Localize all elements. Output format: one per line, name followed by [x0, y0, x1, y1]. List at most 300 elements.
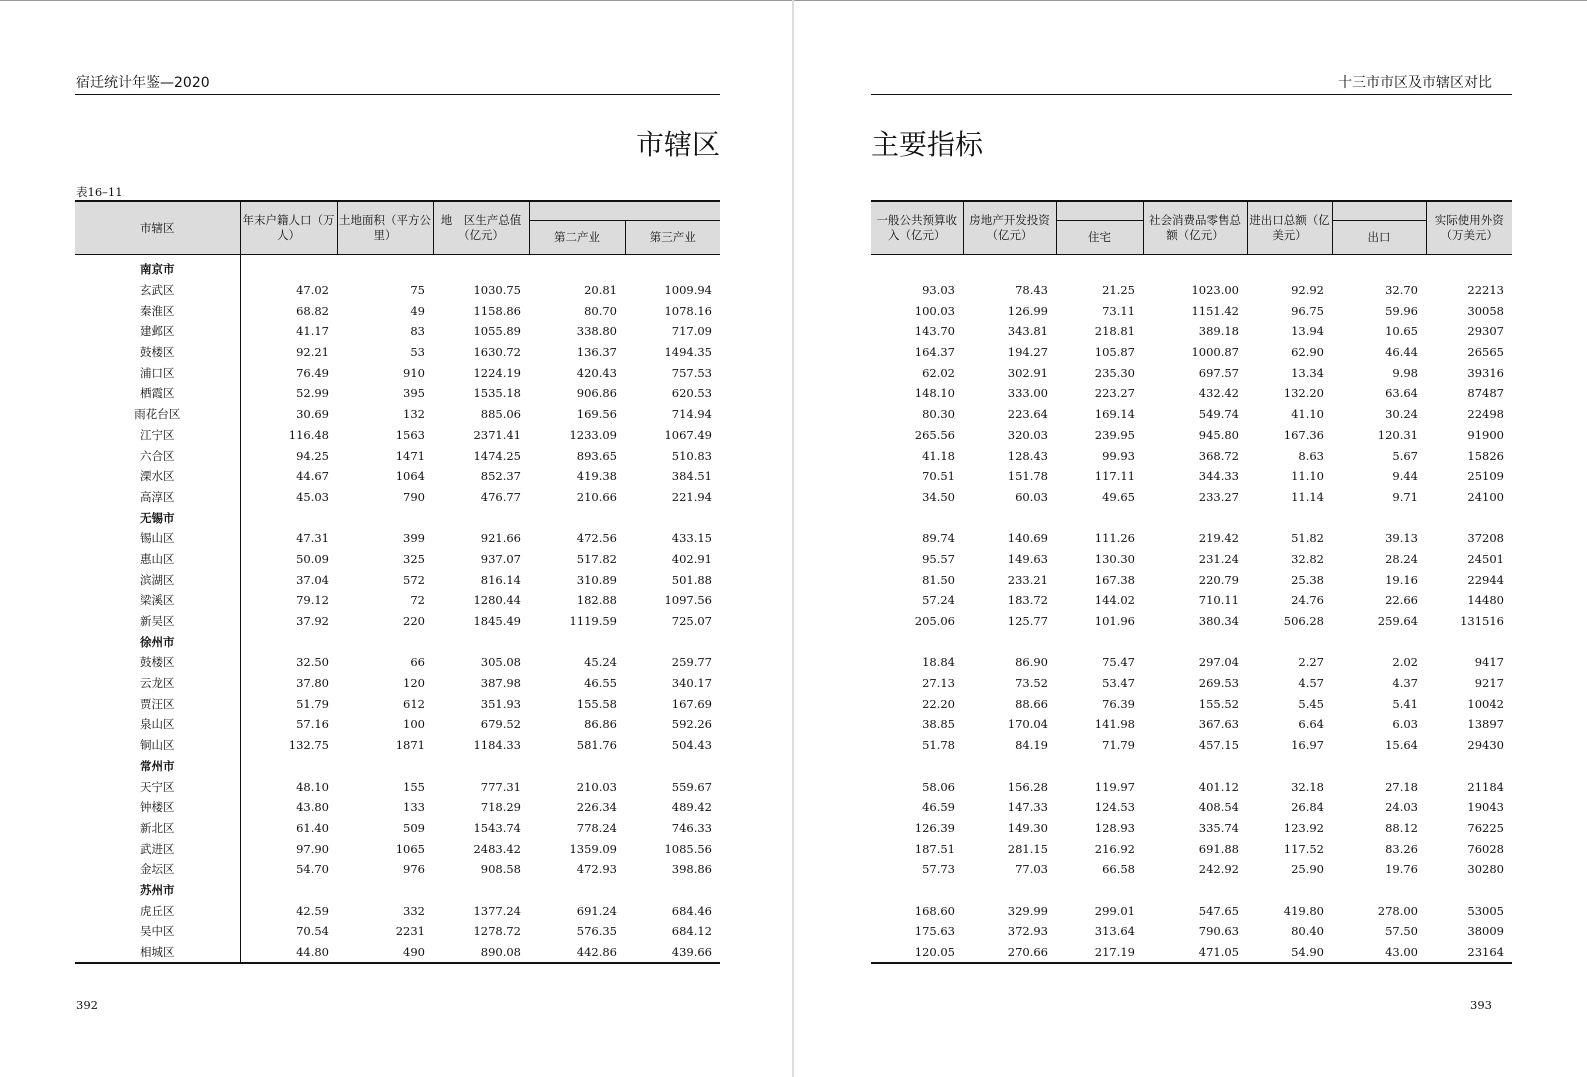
table-cell: 1359.09 [569, 841, 617, 856]
table-cell: 790 [403, 489, 425, 504]
table-cell: 70.54 [296, 924, 329, 939]
table-cell [1143, 255, 1247, 280]
table-cell: 340.17 [671, 676, 712, 691]
table-cell: 167.38 [1094, 572, 1135, 587]
table-cell: 23164 [1426, 942, 1512, 964]
table-cell: 25.38 [1291, 572, 1324, 587]
table-cell: 223.64 [1007, 407, 1048, 422]
city-name: 南京市 [75, 255, 240, 280]
table-cell [1332, 507, 1426, 528]
table-cell: 41.18 [922, 448, 955, 463]
table-cell: 149.30 [1007, 820, 1048, 835]
table-number: 表16–11 [76, 185, 123, 199]
table-cell: 51.82 [1291, 531, 1324, 546]
table-row [871, 921, 1512, 942]
table-cell: 1377.24 [473, 903, 521, 918]
table-cell: 439.66 [625, 942, 720, 964]
table-cell: 136.37 [576, 345, 617, 360]
table-cell: 351.93 [480, 696, 521, 711]
right-table [871, 200, 1512, 964]
table-cell [240, 255, 337, 280]
table-cell: 76.39 [1102, 696, 1135, 711]
table-cell: 132.20 [1283, 386, 1324, 401]
table-cell: 489.42 [671, 800, 712, 815]
table-cell: 133 [403, 800, 425, 815]
table-cell: 42.59 [296, 903, 329, 918]
table-cell: 15826 [1467, 448, 1504, 463]
table-cell: 344.33 [1198, 469, 1239, 484]
table-cell: 313.64 [1094, 924, 1135, 939]
table-cell: 9.44 [1392, 469, 1418, 484]
table-cell: 77.03 [1015, 862, 1048, 877]
district-name: 雨花台区 [75, 404, 240, 425]
table-cell: 9.71 [1392, 489, 1418, 504]
table-cell: 92.92 [1291, 283, 1324, 298]
table-cell: 1471 [395, 448, 425, 463]
table-cell [871, 507, 963, 528]
table-cell: 128.43 [1007, 448, 1048, 463]
table-cell: 50.09 [296, 551, 329, 566]
district-name: 泉山区 [75, 714, 240, 735]
table-cell: 691.88 [1198, 841, 1239, 856]
table-cell: 281.15 [1007, 841, 1048, 856]
table-cell: 120 [403, 676, 425, 691]
table-cell: 1224.19 [473, 365, 521, 380]
table-cell: 88.12 [1385, 820, 1418, 835]
table-cell [1143, 507, 1247, 528]
table-cell: 63.64 [1385, 386, 1418, 401]
table-row [871, 528, 1512, 549]
table-cell: 9217 [1474, 676, 1504, 691]
table-cell: 11.10 [1291, 469, 1324, 484]
table-cell [1056, 880, 1143, 901]
table-cell: 333.00 [1007, 386, 1048, 401]
table-row [75, 569, 720, 590]
table-cell [1247, 255, 1332, 280]
district-name: 玄武区 [75, 280, 240, 301]
table-cell: 1023.00 [1191, 283, 1239, 298]
district-name: 鼓楼区 [75, 342, 240, 363]
table-cell [1426, 756, 1512, 777]
table-cell: 691.24 [576, 903, 617, 918]
table-cell: 890.08 [433, 942, 529, 964]
table-cell: 9.98 [1392, 365, 1418, 380]
table-row [75, 797, 720, 818]
table-cell: 53005 [1467, 903, 1504, 918]
table-cell: 105.87 [1094, 345, 1135, 360]
table-cell: 576.35 [576, 924, 617, 939]
table-cell: 226.34 [576, 800, 617, 815]
table-cell [433, 631, 529, 652]
table-cell [240, 631, 337, 652]
table-cell: 52.99 [296, 386, 329, 401]
table-cell: 2.02 [1392, 655, 1418, 670]
col-header-secondary-industry: 第二产业 [529, 221, 625, 255]
table-cell: 384.51 [671, 469, 712, 484]
district-name: 浦口区 [75, 362, 240, 383]
table-cell: 126.39 [914, 820, 955, 835]
table-cell: 71.79 [1102, 738, 1135, 753]
table-cell: 164.37 [914, 345, 955, 360]
table-cell: 387.98 [480, 676, 521, 691]
table-cell [871, 880, 963, 901]
table-cell [529, 880, 625, 901]
table-cell: 10042 [1467, 696, 1504, 711]
table-cell [871, 255, 963, 280]
table-cell [240, 756, 337, 777]
district-name: 锡山区 [75, 528, 240, 549]
table-cell: 1030.75 [473, 283, 521, 298]
left-header-rule [75, 94, 720, 95]
table-cell: 141.98 [1094, 717, 1135, 732]
table-cell [625, 756, 720, 777]
table-cell: 220 [403, 614, 425, 629]
table-cell: 86.90 [1015, 655, 1048, 670]
table-cell: 46.55 [584, 676, 617, 691]
table-cell: 30280 [1467, 862, 1504, 877]
district-name: 建邺区 [75, 321, 240, 342]
col-header-trade-total: 进出口总额（亿美元） [1247, 201, 1332, 255]
table-cell: 259.77 [671, 655, 712, 670]
table-cell [433, 507, 529, 528]
table-cell: 419.80 [1283, 903, 1324, 918]
table-cell [1143, 631, 1247, 652]
table-cell: 30058 [1467, 303, 1504, 318]
table-cell: 44.67 [296, 469, 329, 484]
table-cell: 60.03 [1015, 489, 1048, 504]
table-cell: 132.75 [288, 738, 329, 753]
table-cell [337, 631, 433, 652]
table-cell: 506.28 [1283, 614, 1324, 629]
table-cell: 908.58 [480, 862, 521, 877]
city-group-row [871, 880, 1512, 901]
table-row [871, 383, 1512, 404]
table-cell [240, 507, 337, 528]
table-row [75, 300, 720, 321]
table-cell: 885.06 [480, 407, 521, 422]
table-cell [433, 880, 529, 901]
table-cell [1332, 880, 1426, 901]
table-cell: 1085.56 [664, 841, 712, 856]
table-cell: 83.26 [1385, 841, 1418, 856]
table-row [75, 673, 720, 694]
table-row [75, 776, 720, 797]
table-cell: 6.03 [1392, 717, 1418, 732]
table-cell: 1494.35 [664, 345, 712, 360]
left-page-number: 392 [76, 998, 98, 1012]
table-cell: 47.02 [296, 283, 329, 298]
table-cell: 402.91 [671, 551, 712, 566]
table-cell: 389.18 [1198, 324, 1239, 339]
district-name: 云龙区 [75, 673, 240, 694]
table-cell: 72 [410, 593, 425, 608]
table-cell [963, 507, 1056, 528]
table-cell: 697.57 [1198, 365, 1239, 380]
table-row [871, 900, 1512, 921]
table-cell: 29307 [1467, 324, 1504, 339]
table-cell: 4.37 [1392, 676, 1418, 691]
table-cell: 1000.87 [1191, 345, 1239, 360]
table-cell: 419.38 [576, 469, 617, 484]
table-cell: 367.63 [1198, 717, 1239, 732]
city-name: 徐州市 [75, 631, 240, 652]
table-cell: 83 [410, 324, 425, 339]
table-cell: 233.21 [1007, 572, 1048, 587]
table-cell: 5.67 [1392, 448, 1418, 463]
table-cell: 509 [403, 820, 425, 835]
table-cell: 73.52 [1015, 676, 1048, 691]
table-cell: 220.79 [1198, 572, 1239, 587]
table-cell: 13.34 [1291, 365, 1324, 380]
table-cell [625, 507, 720, 528]
table-cell: 239.95 [1094, 427, 1135, 442]
col-header-tertiary-industry: 第三产业 [625, 221, 720, 255]
left-running-header: 宿迁统计年鉴—2020 [76, 75, 210, 91]
table-cell [625, 880, 720, 901]
table-cell: 472.56 [576, 531, 617, 546]
table-cell: 97.90 [296, 841, 329, 856]
table-cell: 81.50 [922, 572, 955, 587]
table-cell: 368.72 [1198, 448, 1239, 463]
table-cell: 101.96 [1094, 614, 1135, 629]
table-cell: 183.72 [1007, 593, 1048, 608]
table-cell: 144.02 [1094, 593, 1135, 608]
table-row [75, 549, 720, 570]
table-cell: 1055.89 [473, 324, 521, 339]
table-cell: 78.43 [1015, 283, 1048, 298]
district-name: 惠山区 [75, 549, 240, 570]
table-cell: 100.03 [914, 303, 955, 318]
table-cell [1426, 631, 1512, 652]
table-cell: 517.82 [576, 551, 617, 566]
table-cell: 219.42 [1198, 531, 1239, 546]
table-cell: 45.24 [584, 655, 617, 670]
table-cell: 476.77 [480, 489, 521, 504]
table-cell [963, 255, 1056, 280]
table-cell: 167.69 [671, 696, 712, 711]
table-cell: 433.15 [671, 531, 712, 546]
table-cell: 380.34 [1198, 614, 1239, 629]
table-row [75, 818, 720, 839]
table-row [871, 859, 1512, 880]
table-cell: 148.10 [914, 386, 955, 401]
table-row [75, 425, 720, 446]
col-header-fdi: 实际使用外资（万美元） [1426, 201, 1512, 255]
table-cell: 5.41 [1392, 696, 1418, 711]
table-cell: 442.86 [529, 942, 625, 964]
table-row [871, 321, 1512, 342]
table-cell [337, 255, 433, 280]
table-cell: 34.50 [922, 489, 955, 504]
table-cell: 1064 [395, 469, 425, 484]
table-cell [1247, 507, 1332, 528]
table-cell [1143, 880, 1247, 901]
city-group-row [75, 507, 720, 528]
table-row [75, 280, 720, 301]
table-cell [1426, 507, 1512, 528]
table-cell: 54.70 [296, 862, 329, 877]
table-cell: 1078.16 [664, 303, 712, 318]
table-cell [1332, 631, 1426, 652]
table-row [75, 342, 720, 363]
table-cell: 39316 [1467, 365, 1504, 380]
district-name: 溧水区 [75, 466, 240, 487]
table-cell: 612 [403, 696, 425, 711]
table-cell: 51.78 [922, 738, 955, 753]
table-cell: 592.26 [671, 717, 712, 732]
table-cell: 80.70 [584, 303, 617, 318]
table-cell: 130.30 [1094, 551, 1135, 566]
table-cell: 401.12 [1198, 779, 1239, 794]
table-cell: 2371.41 [473, 427, 521, 442]
table-cell: 51.79 [296, 696, 329, 711]
table-cell [871, 631, 963, 652]
table-cell: 906.86 [576, 386, 617, 401]
table-cell: 124.53 [1094, 800, 1135, 815]
table-cell: 684.12 [671, 924, 712, 939]
left-page-title: 市辖区 [635, 128, 720, 161]
table-cell: 19043 [1467, 800, 1504, 815]
district-name: 金坛区 [75, 859, 240, 880]
table-cell: 117.11 [1094, 469, 1135, 484]
table-cell: 53 [410, 345, 425, 360]
table-cell: 335.74 [1198, 820, 1239, 835]
col-header-district: 市辖区 [75, 201, 240, 255]
table-cell: 1845.49 [473, 614, 521, 629]
table-cell: 2.27 [1298, 655, 1324, 670]
table-cell: 32.50 [296, 655, 329, 670]
table-cell [1056, 255, 1143, 280]
table-row [75, 859, 720, 880]
col-header-export: 出口 [1332, 221, 1426, 255]
table-cell: 217.19 [1056, 942, 1143, 964]
col-header-trade-blank [1332, 201, 1426, 221]
table-cell [1426, 255, 1512, 280]
table-row [75, 714, 720, 735]
table-cell: 125.77 [1007, 614, 1048, 629]
table-cell: 395 [403, 386, 425, 401]
table-cell: 457.15 [1198, 738, 1239, 753]
table-cell: 155 [403, 779, 425, 794]
table-cell: 6.64 [1298, 717, 1324, 732]
book-spine [792, 0, 794, 1077]
table-row [871, 714, 1512, 735]
table-row [871, 776, 1512, 797]
table-cell: 572 [403, 572, 425, 587]
table-cell: 140.69 [1007, 531, 1048, 546]
table-cell: 25109 [1467, 469, 1504, 484]
table-cell: 1065 [395, 841, 425, 856]
table-row [871, 280, 1512, 301]
table-cell [1056, 631, 1143, 652]
table-cell: 32.82 [1291, 551, 1324, 566]
table-row [75, 404, 720, 425]
district-name: 高淳区 [75, 487, 240, 508]
table-cell [337, 507, 433, 528]
table-cell: 221.94 [671, 489, 712, 504]
table-cell: 123.92 [1283, 820, 1324, 835]
right-header-rule [871, 94, 1512, 95]
table-cell: 32.70 [1385, 283, 1418, 298]
table-cell: 57.50 [1385, 924, 1418, 939]
table-cell [963, 756, 1056, 777]
city-group-row [75, 880, 720, 901]
table-cell [433, 255, 529, 280]
table-row [75, 528, 720, 549]
table-cell: 757.53 [671, 365, 712, 380]
table-cell: 11.14 [1291, 489, 1324, 504]
col-header-realestate-blank [1056, 201, 1143, 221]
table-row [871, 445, 1512, 466]
city-group-row [75, 631, 720, 652]
table-cell: 155.52 [1198, 696, 1239, 711]
table-cell: 1280.44 [473, 593, 521, 608]
city-group-row [75, 255, 720, 280]
col-header-realestate-investment: 房地产开发投资（亿元） [963, 201, 1056, 255]
table-cell [1332, 756, 1426, 777]
table-cell: 302.91 [1007, 365, 1048, 380]
table-cell: 305.08 [480, 655, 521, 670]
table-cell: 68.82 [296, 303, 329, 318]
table-cell: 216.92 [1094, 841, 1135, 856]
table-cell: 111.26 [1094, 531, 1135, 546]
table-cell: 559.67 [671, 779, 712, 794]
table-cell [1056, 756, 1143, 777]
table-cell: 714.94 [671, 407, 712, 422]
table-cell: 170.04 [1007, 717, 1048, 732]
table-row [871, 942, 1512, 964]
table-cell: 1151.42 [1191, 303, 1239, 318]
table-cell: 10.65 [1385, 324, 1418, 339]
district-name: 虎丘区 [75, 900, 240, 921]
left-table [75, 200, 720, 964]
table-cell: 1474.25 [473, 448, 521, 463]
table-cell: 86.86 [584, 717, 617, 732]
table-cell: 816.14 [480, 572, 521, 587]
table-cell [433, 756, 529, 777]
table-cell: 93.03 [922, 283, 955, 298]
table-cell: 80.40 [1291, 924, 1324, 939]
table-cell: 194.27 [1007, 345, 1048, 360]
table-cell: 547.65 [1198, 903, 1239, 918]
table-cell: 168.60 [914, 903, 955, 918]
table-cell: 19.16 [1385, 572, 1418, 587]
table-cell: 5.45 [1298, 696, 1324, 711]
table-cell: 22498 [1467, 407, 1504, 422]
table-cell: 147.33 [1007, 800, 1048, 815]
table-cell: 1158.86 [473, 303, 521, 318]
table-row [75, 838, 720, 859]
district-name: 相城区 [75, 942, 240, 964]
city-name: 苏州市 [75, 880, 240, 901]
table-row [871, 487, 1512, 508]
table-cell: 96.75 [1291, 303, 1324, 318]
table-cell: 120.31 [1377, 427, 1418, 442]
district-name: 新吴区 [75, 611, 240, 632]
table-cell: 1233.09 [569, 427, 617, 442]
district-name: 天宁区 [75, 776, 240, 797]
table-row [75, 590, 720, 611]
table-cell: 24.76 [1291, 593, 1324, 608]
table-cell: 408.54 [1198, 800, 1239, 815]
table-cell: 231.24 [1198, 551, 1239, 566]
table-cell: 265.56 [914, 427, 955, 442]
right-running-header: 十三市市区及市辖区对比 [1338, 75, 1492, 91]
district-name: 贾汪区 [75, 693, 240, 714]
table-cell: 620.53 [671, 386, 712, 401]
table-cell: 684.46 [671, 903, 712, 918]
table-row [871, 342, 1512, 363]
